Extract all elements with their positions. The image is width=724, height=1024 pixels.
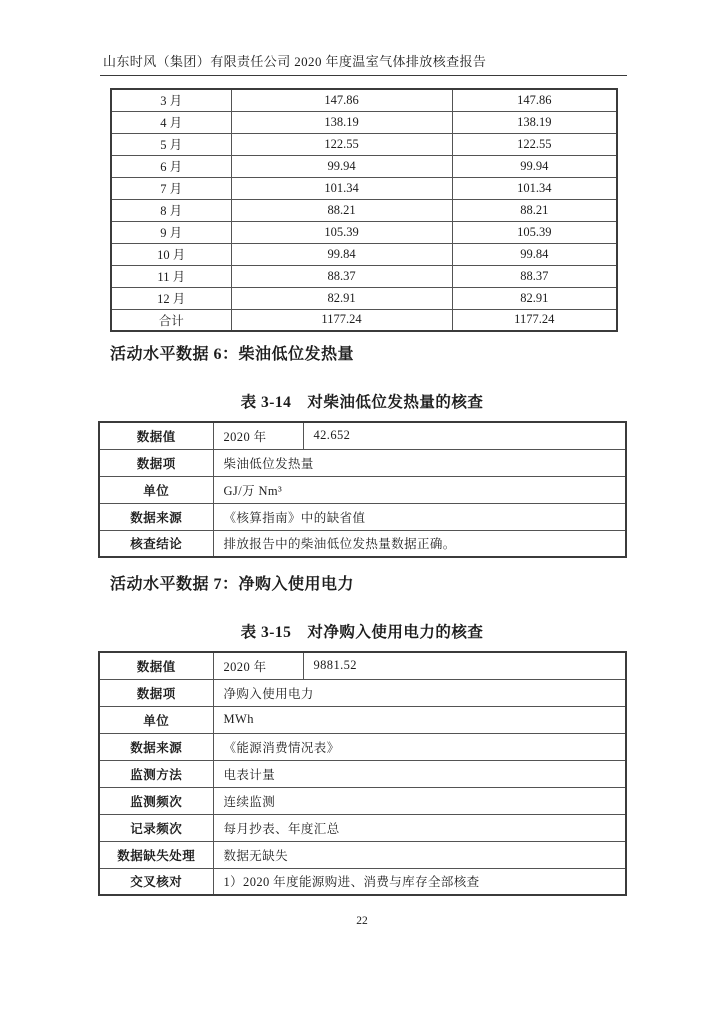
value-cell: 82.91 <box>452 287 617 309</box>
month-cell: 8 月 <box>111 199 231 221</box>
table-row <box>111 221 617 243</box>
table-row <box>99 530 626 557</box>
value-cell: 138.19 <box>231 111 452 133</box>
header-title: 山东时风（集团）有限责任公司 2020 年度温室气体排放核查报告 <box>103 54 487 69</box>
row-label: 监测频次 <box>99 787 213 814</box>
row-label: 核查结论 <box>99 530 213 557</box>
month-cell: 9 月 <box>111 221 231 243</box>
table-row <box>111 265 617 287</box>
table-row <box>99 868 626 895</box>
table-row <box>99 733 626 760</box>
table-row <box>99 503 626 530</box>
page-header <box>100 51 627 76</box>
row-label: 监测方法 <box>99 760 213 787</box>
value-cell: 99.94 <box>452 155 617 177</box>
table-3-14-caption: 表 3-14 对柴油低位发热量的核查 <box>240 394 484 411</box>
table-row <box>99 841 626 868</box>
row-value: 1）2020 年度能源购进、消费与库存全部核查 <box>213 868 626 895</box>
table-row <box>99 422 626 449</box>
month-cell: 7 月 <box>111 177 231 199</box>
value-cell: 1177.24 <box>231 309 452 331</box>
table-row <box>99 787 626 814</box>
year-cell: 2020 年 <box>213 422 303 449</box>
table-row <box>99 449 626 476</box>
value-cell: 105.39 <box>452 221 617 243</box>
table-row-total <box>111 309 617 331</box>
month-cell: 12 月 <box>111 287 231 309</box>
value-cell: 122.55 <box>452 133 617 155</box>
table-row <box>111 199 617 221</box>
row-value: 排放报告中的柴油低位发热量数据正确。 <box>213 530 626 557</box>
year-cell: 2020 年 <box>213 652 303 679</box>
value-cell: 88.21 <box>452 199 617 221</box>
value-cell: 88.21 <box>231 199 452 221</box>
page-number: 22 <box>356 915 368 927</box>
row-label: 数据来源 <box>99 503 213 530</box>
row-value: 净购入使用电力 <box>213 679 626 706</box>
table-row <box>111 177 617 199</box>
table-row <box>111 287 617 309</box>
month-cell: 10 月 <box>111 243 231 265</box>
month-cell: 4 月 <box>111 111 231 133</box>
table-row <box>99 652 626 679</box>
value-cell: 88.37 <box>231 265 452 287</box>
row-value: 连续监测 <box>213 787 626 814</box>
table-row <box>99 760 626 787</box>
value-cell: 99.84 <box>452 243 617 265</box>
row-label: 数据缺失处理 <box>99 841 213 868</box>
value-cell: 9881.52 <box>303 652 626 679</box>
month-cell: 6 月 <box>111 155 231 177</box>
row-value: 《能源消费情况表》 <box>213 733 626 760</box>
table-row <box>111 111 617 133</box>
monthly-data-table <box>110 88 618 332</box>
row-value: 数据无缺失 <box>213 841 626 868</box>
row-value: GJ/万 Nm³ <box>213 476 626 503</box>
month-cell: 合计 <box>111 309 231 331</box>
row-label: 数据项 <box>99 449 213 476</box>
value-cell: 82.91 <box>231 287 452 309</box>
table-row <box>99 814 626 841</box>
value-cell: 138.19 <box>452 111 617 133</box>
table-row <box>99 706 626 733</box>
table-row <box>111 89 617 111</box>
table-row <box>111 133 617 155</box>
row-label: 数据值 <box>99 652 213 679</box>
month-cell: 11 月 <box>111 265 231 287</box>
row-value: 电表计量 <box>213 760 626 787</box>
row-label: 数据来源 <box>99 733 213 760</box>
value-cell: 1177.24 <box>452 309 617 331</box>
value-cell: 88.37 <box>452 265 617 287</box>
row-value: 柴油低位发热量 <box>213 449 626 476</box>
table-3-15 <box>98 651 627 896</box>
value-cell: 105.39 <box>231 221 452 243</box>
table-row <box>99 679 626 706</box>
value-cell: 101.34 <box>452 177 617 199</box>
row-label: 数据值 <box>99 422 213 449</box>
row-label: 单位 <box>99 706 213 733</box>
section-7-heading: 活动水平数据 7：净购入使用电力 <box>110 576 355 593</box>
table-row <box>111 155 617 177</box>
row-value: MWh <box>213 706 626 733</box>
table-3-14 <box>98 421 627 558</box>
value-cell: 99.84 <box>231 243 452 265</box>
value-cell: 147.86 <box>452 89 617 111</box>
row-value: 《核算指南》中的缺省值 <box>213 503 626 530</box>
row-label: 数据项 <box>99 679 213 706</box>
row-label: 记录频次 <box>99 814 213 841</box>
value-cell: 101.34 <box>231 177 452 199</box>
table-row <box>111 243 617 265</box>
month-cell: 3 月 <box>111 89 231 111</box>
value-cell: 99.94 <box>231 155 452 177</box>
section-6-heading: 活动水平数据 6：柴油低位发热量 <box>110 346 355 363</box>
row-label: 交叉核对 <box>99 868 213 895</box>
row-value: 每月抄表、年度汇总 <box>213 814 626 841</box>
value-cell: 147.86 <box>231 89 452 111</box>
table-row <box>99 476 626 503</box>
value-cell: 42.652 <box>303 422 626 449</box>
table-3-15-caption: 表 3-15 对净购入使用电力的核查 <box>240 624 484 641</box>
value-cell: 122.55 <box>231 133 452 155</box>
month-cell: 5 月 <box>111 133 231 155</box>
row-label: 单位 <box>99 476 213 503</box>
